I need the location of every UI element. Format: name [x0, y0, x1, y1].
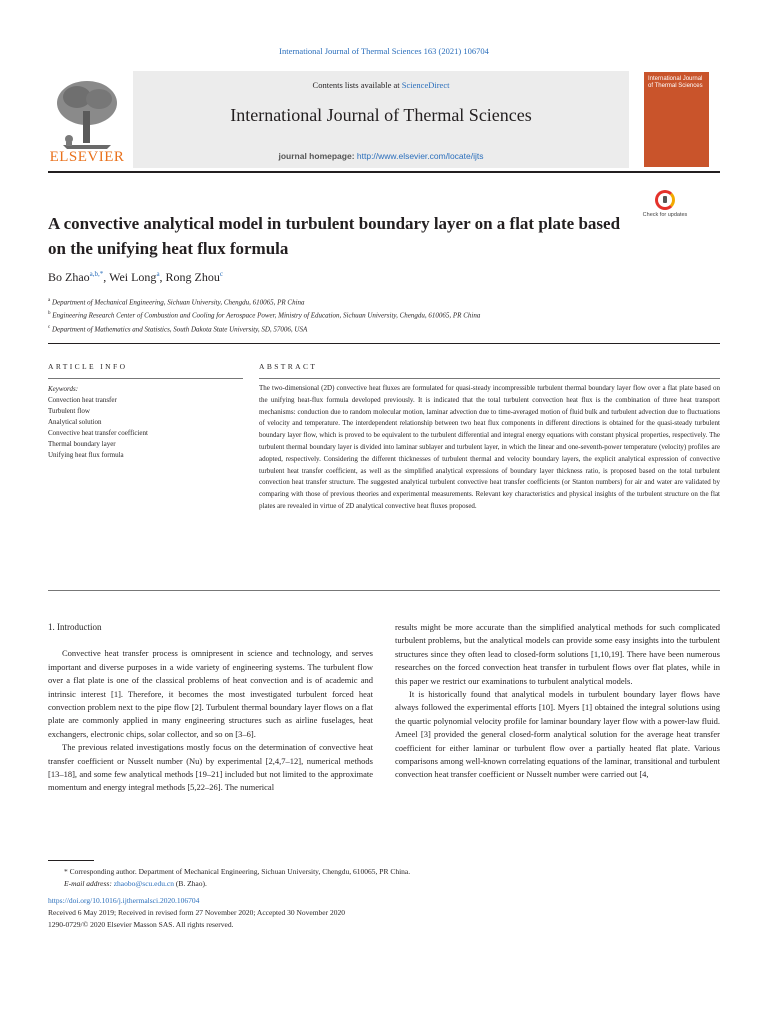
affiliation: $^c$ Department of Mathematics and Statistics, South Dakota State University, SD, 57006, USA	[48, 324, 308, 333]
body-paragraph: Convective heat transfer process is omnipresent in science and technology, and serves important and diverse purposes in a wide variety of engineering systems. The turbulent flow over a flat plate is one of the classical problems of heat convection and is of academic and intrinsic interest [1]. Therefore, it becomes the most investigated turbulent forced heat convection problem next to the pipe flow [2]. Turbulent thermal boundary layer flows on a flat plate are commonly applied in many engineering structures such as airline fuselages, heat exchangers, electronic chips, solar collector, and so on [3–6].	[48, 648, 373, 739]
footnotes	[48, 866, 720, 931]
body-paragraph: results might be more accurate than the simplified analytical methods for such complicated turbulent problems, but the analytical models can provide some easy insights into the turbulent structures since they often lead to closed-form solutions [1,10,19]. There have been numerous researches on the forced convection heat transfer in turbulent flows over flat plates, while in this paper we restrict our examinations to turbulent analytical models.	[395, 622, 720, 686]
header-rule	[48, 171, 720, 173]
keyword: Convective heat transfer coefficient	[48, 429, 148, 437]
keyword: Convection heat transfer	[48, 396, 117, 404]
corresponding-author-note: * Corresponding author. Department of Mechanical Engineering, Sichuan University, Chengdu, 610065, PR China.	[64, 867, 411, 876]
keyword: Thermal boundary layer	[48, 440, 116, 448]
section-heading: 1. Introduction	[48, 622, 102, 632]
journal-title: International Journal of Thermal Sciences	[230, 105, 532, 125]
abstract-heading: ABSTRACT	[259, 362, 318, 371]
email-label: E-mail address:	[64, 879, 114, 888]
affiliations	[48, 295, 720, 335]
journal-reference[interactable]: International Journal of Thermal Sciences 163 (2021) 106704	[279, 46, 489, 56]
author-name[interactable]: Bo Zhao	[48, 270, 90, 284]
cover-title: International Journal of Thermal Sciences	[648, 76, 703, 89]
homepage-label: journal homepage:	[278, 151, 357, 161]
keywords-list	[48, 384, 243, 461]
copyright-line: 1290-0729/© 2020 Elsevier Masson SAS. All rights reserved.	[48, 920, 234, 929]
author-affiliation-mark[interactable]: c	[219, 270, 223, 278]
received-dates: Received 6 May 2019; Received in revised form 27 November 2020; Accepted 30 November 2020	[48, 908, 346, 917]
contents-line	[133, 80, 629, 90]
contents-prefix: Contents lists available at	[312, 80, 402, 90]
author-affiliation-mark[interactable]: a	[156, 270, 160, 278]
check-for-updates-icon	[655, 190, 675, 210]
paper-title: A convective analytical model in turbulent boundary layer on a flat plate based on the unifying heat flux formula	[48, 214, 621, 258]
body-paragraph: The previous related investigations mostly focus on the determination of convective heat transfer coefficient or Nusselt number (Nu) by experimental [2,4,7–12], numerical methods [13–18], and some few analytical methods [19–21] included but not limited to the approximate momentum and energy integral methods [5,22–26]. The numerical	[48, 742, 373, 793]
keyword: Turbulent flow	[48, 407, 90, 415]
check-for-updates-button[interactable]	[641, 190, 689, 232]
affiliation: $^a$ Department of Mechanical Engineering, Sichuan University, Chengdu, 610065, PR China	[48, 298, 305, 307]
email-line	[48, 878, 720, 890]
keywords-label: Keywords:	[48, 385, 79, 393]
author-list: Bo Zhao$^{a,b,*}$, Wei Long$^a$, Rong Zhou$^c$	[48, 270, 223, 284]
footnote-rule	[48, 860, 94, 861]
divider	[48, 378, 243, 379]
check-for-updates-label: Check for updates	[642, 212, 688, 218]
affiliation: $^b$ Engineering Research Center of Combustion and Cooling for Aerospace Power, Ministry of Education, Sichuan University, Chengdu, 610065, PR China	[48, 311, 481, 320]
divider	[48, 343, 720, 344]
abstract-text: The two-dimensional (2D) convective heat fluxes are formulated for quasi-steady incompressible turbulent thermal boundary layer flow over a flat plate based on the unifying heat-flux formula developed previously. It is indicated that the total turbulent convection heat flux is the combination of three heat transport mechanisms: conduction due to random molecular motion, laminar advection due to time-averaged motion of fluid bulk and turbulent advection due to fluctuations of velocity and temperature. The interdependent relationship between two heat flux components in different directions is obtained for the quasi-steady turbulent boundary layer flow, which is proved to be equivalent to the turbulent differential and integral energy equations with constant physical properties, respectively. The turbulent thermal boundary layer is divided into laminar sublayer and turbulent layer, in which the linear and one-seventh-power temperature (velocity) profiles are adopted, respectively. Considering the different thicknesses of turbulent thermal and velocity boundary layers, the explicit analytical expression of convective turbulent heat transfer coefficient, as well as the simplified analytical expressions of boundary layer thickness ratio, is proposed based on the total turbulent convection heat transfer structure. The suggested analytical turbulent convective heat transfer coefficients (or Stanton numbers) for air and water are validated by comparing with those of previous theories and experimental measurements. Relevant key characteristics and physical insights of the turbulent structure on the flat plates are revealed in virtue of 2D analytical convective heat fluxes proposed.	[259, 384, 720, 510]
keyword: Analytical solution	[48, 418, 102, 426]
journal-cover[interactable]	[644, 72, 709, 167]
email-suffix: (B. Zhao).	[173, 879, 207, 888]
author-name[interactable]: Wei Long	[109, 270, 157, 284]
author-affiliation-mark[interactable]: a,b,*	[89, 270, 104, 278]
doi-link[interactable]: https://doi.org/10.1016/j.ijthermalsci.2020.106704	[48, 896, 200, 905]
divider	[48, 590, 720, 591]
elsevier-wordmark: ELSEVIER	[49, 149, 125, 165]
sciencedirect-link[interactable]: ScienceDirect	[401, 80, 450, 90]
keyword: Unifying heat flux formula	[48, 451, 124, 459]
body-right-column	[395, 621, 720, 782]
homepage-link[interactable]: http://www.elsevier.com/locate/ijts	[356, 151, 484, 161]
author-name[interactable]: Rong Zhou	[165, 270, 220, 284]
journal-homepage	[133, 151, 629, 161]
article-info-heading: ARTICLE INFO	[48, 362, 128, 371]
divider	[259, 378, 720, 379]
body-left-column	[48, 621, 373, 795]
email-link[interactable]: zhaobo@scu.edu.cn	[113, 879, 174, 888]
body-paragraph: It is historically found that analytical models in turbulent boundary layer flows have always followed the experimental efforts [10]. Myers [1] obtained the integral solutions using the quartic polynomial velocity profile for laminar boundary layer flow with a power-law fluid. Ameel [3] provided the general closed-form analytical solution for the average heat transfer coefficient for either laminar or turbulent flow over a partially heated flat plate. Various comparisons among well-known correlating equations of the laminar, transitional and turbulent convection heat transfer coefficient or Nusselt number were carried out [4,	[395, 689, 720, 780]
